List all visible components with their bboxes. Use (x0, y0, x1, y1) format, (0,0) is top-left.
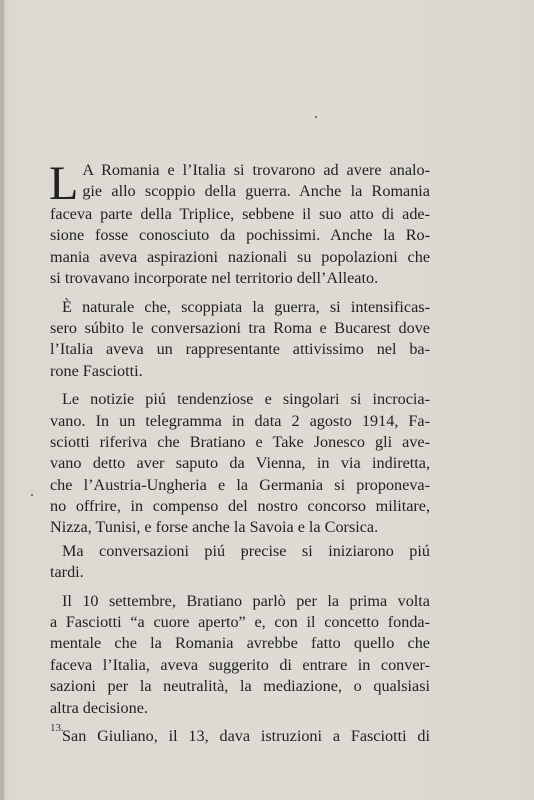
text-line: Nizza, Tunisi, e forse anche la Savoia e la Corsica. (50, 518, 379, 537)
paragraph (50, 591, 430, 719)
paper-speck (31, 494, 33, 496)
text-line: rone Fasciotti. (50, 361, 143, 380)
text-line: È naturale che, scoppiata la guerra, si intensificas- (62, 297, 430, 316)
text-line: faceva parte della Triplice, sebbene il suo atto di ade- (50, 205, 430, 223)
paragraph (50, 541, 430, 584)
text-line: no offrire, in compenso del nostro concorso militare, (50, 497, 430, 516)
paragraph (50, 726, 430, 747)
text-line: tardi. (50, 563, 84, 582)
text-line: faceva l’Italia, aveva suggerito di entrare in conver- (50, 655, 430, 674)
page-number: 13. (50, 722, 64, 734)
text-line: A Romania e l’Italia si trovarono ad avere analo- (82, 161, 430, 179)
text-line: a Fasciotti “a cuore aperto” e, con il concetto fonda- (50, 613, 430, 632)
text-line: vano detto aver saputo da Vienna, in via indiretta, (50, 454, 430, 473)
paragraph (50, 389, 430, 539)
paragraph (50, 297, 430, 383)
text-line: che l’Austria-Ungheria e la Germania si proponeva- (50, 475, 430, 494)
text-line: vano. In un telegramma in data 2 agosto 1914, Fa- (50, 411, 430, 430)
text-line: altra decisione. (50, 698, 148, 717)
text-line: sciotti riferiva che Bratiano e Take Jonesco gli ave- (50, 432, 430, 451)
text-line: sione fosse conosciuto da pochissimi. Anche la Ro- (50, 226, 430, 245)
text-line: Le notizie piú tendenziose e singolari si incrocia- (62, 390, 430, 409)
text-line: gie allo scoppio della guerra. Anche la Romania (82, 182, 430, 201)
body-text (49, 157, 430, 747)
text-line: sazioni per la neutralità, la mediazione, o qualsiasi (50, 677, 430, 696)
text-line: Il 10 settembre, Bratiano parlò per la prima volta (62, 591, 430, 610)
page-spine-shadow (0, 0, 4, 800)
paragraph (49, 157, 430, 290)
text-line: sero súbito le conversazioni tra Roma e Bucarest dove (50, 318, 430, 337)
drop-cap: L (49, 157, 79, 210)
text-line: San Giuliano, il 13, dava istruzioni a Fasciotti di (62, 726, 430, 745)
text-line: Ma conversazioni piú precise si iniziarono piú (62, 541, 430, 560)
text-line: si trovavano incorporate nel territorio dell’Alleato. (50, 269, 379, 288)
paper-speck (315, 116, 317, 118)
text-line: mania aveva aspirazioni nazionali su popolazioni che (50, 247, 430, 266)
text-line: mentale che la Romania avrebbe fatto quello che (50, 634, 430, 653)
text-line: l’Italia aveva un rappresentante attivissimo nel ba- (50, 340, 430, 359)
